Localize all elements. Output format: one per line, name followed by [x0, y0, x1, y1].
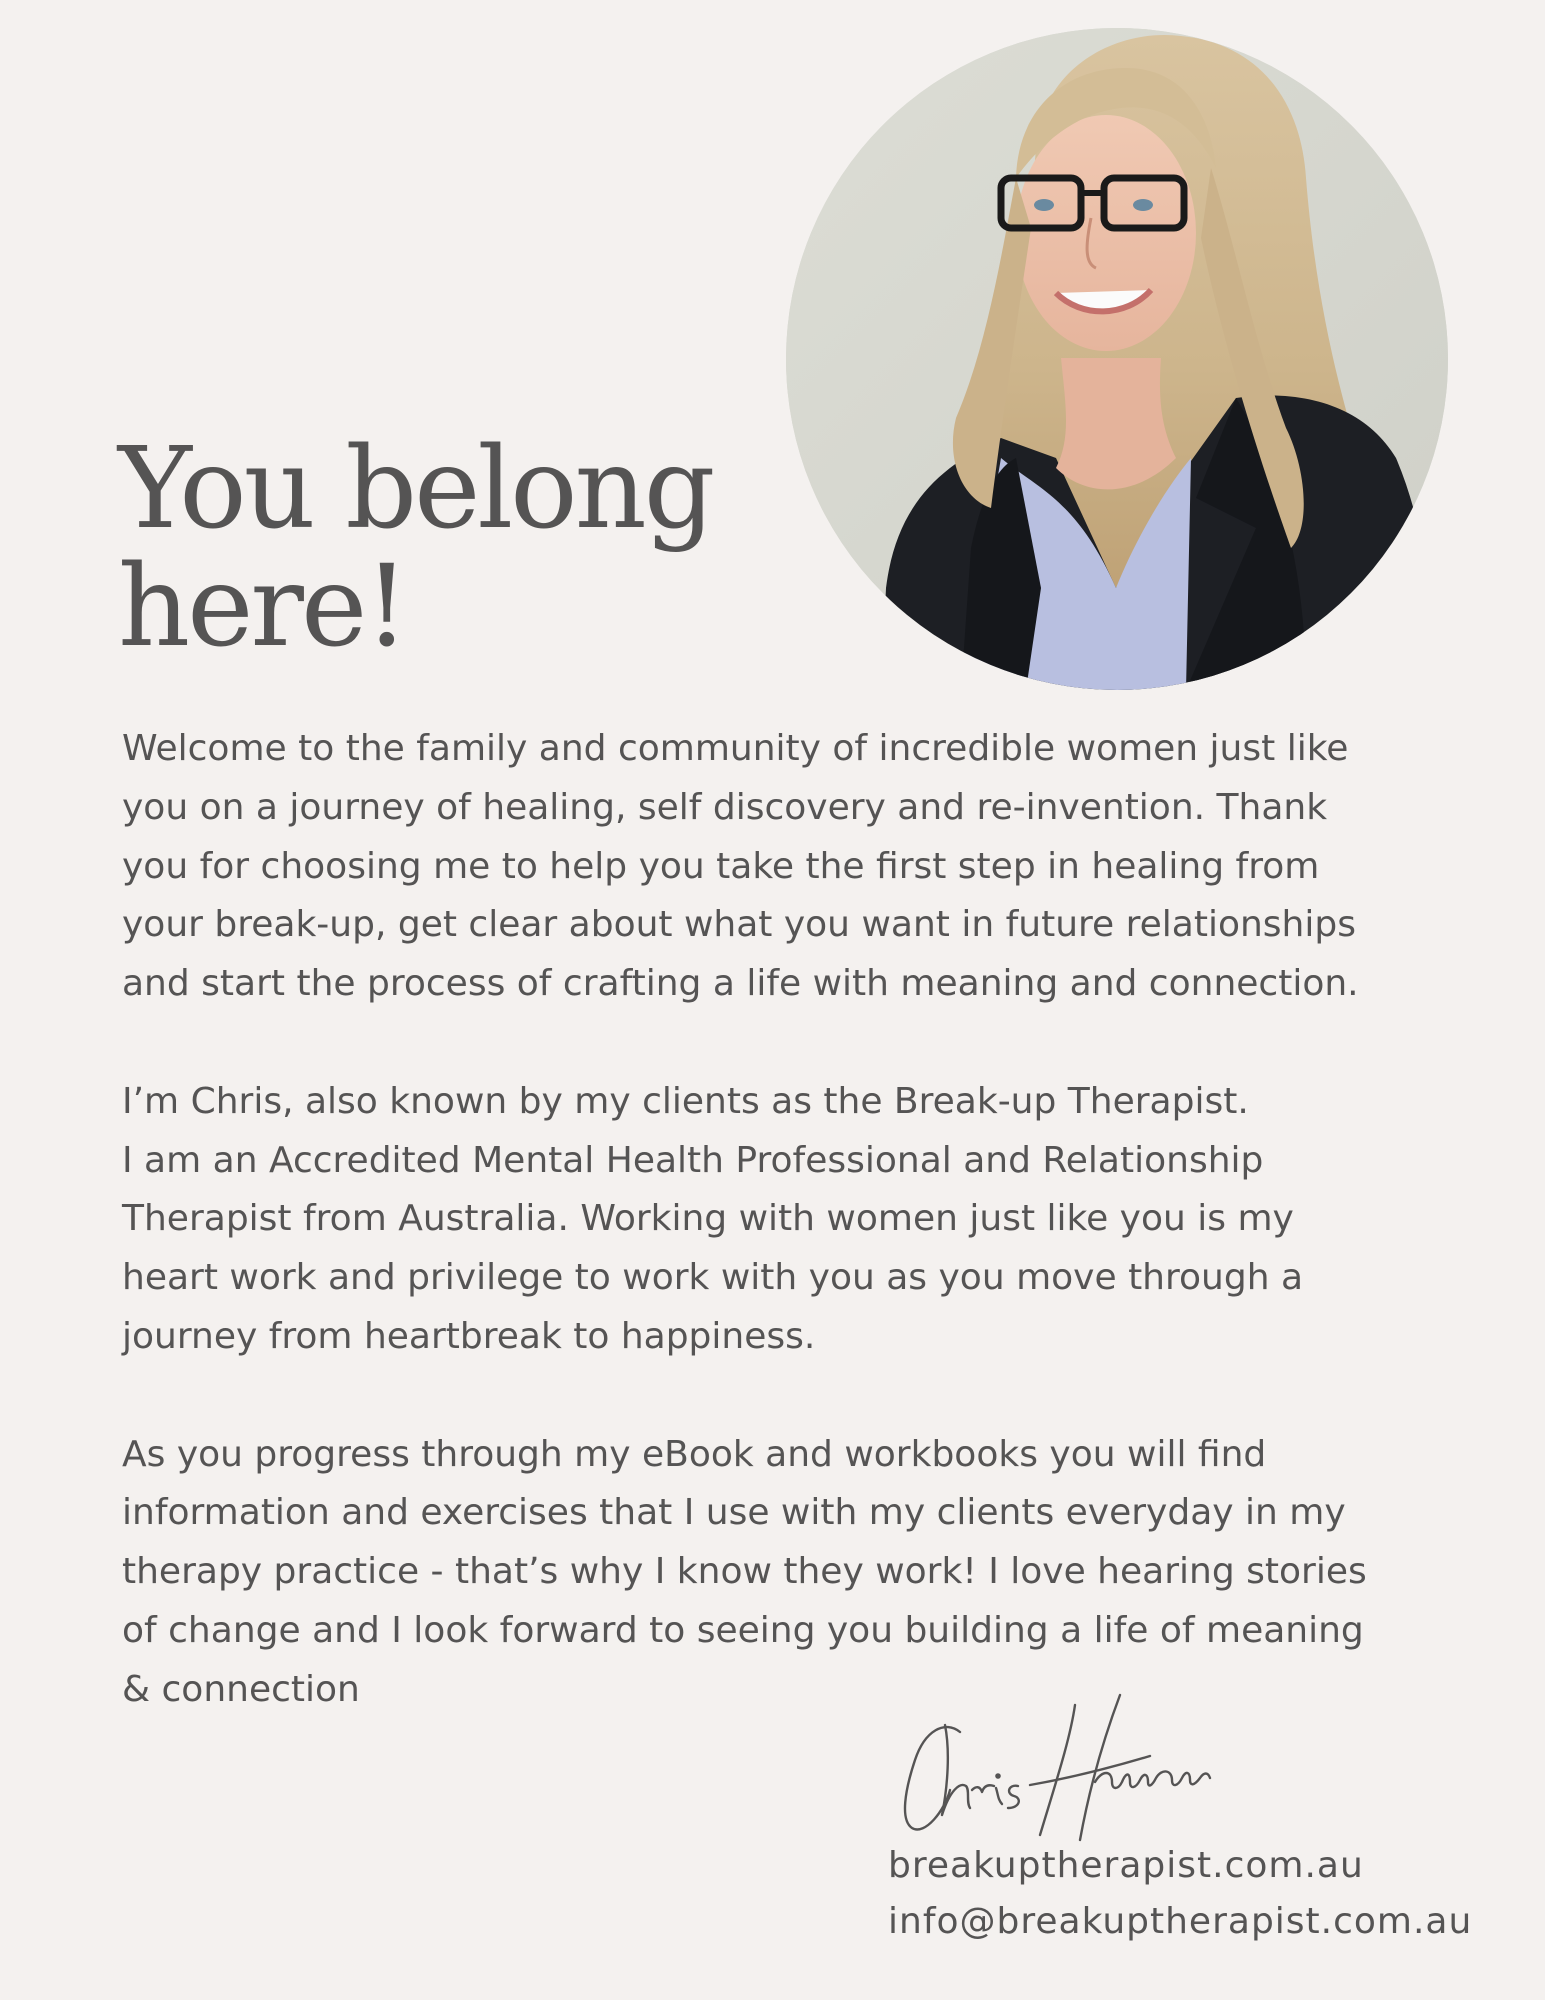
paragraph-line: I’m Chris, also known by my clients as the Break-up Therapist.	[122, 1080, 1249, 1122]
contact-info	[888, 1838, 1472, 1950]
paragraph-line: you for choosing me to help you take the first step in healing from	[122, 845, 1320, 887]
title-line-1: You belong	[118, 424, 713, 554]
page-title	[118, 424, 713, 672]
paragraph-line: information and exercises that I use with my clients everyday in my	[122, 1492, 1346, 1534]
paragraph-line: and start the process of crafting a life with meaning and connection.	[122, 963, 1359, 1005]
email-link[interactable]: info@breakuptherapist.com.au	[888, 1901, 1473, 1942]
paragraph-line: Therapist from Australia. Working with women just like you is my	[122, 1198, 1294, 1240]
paragraph-about	[122, 1073, 1422, 1367]
portrait-illustration	[786, 28, 1448, 690]
paragraph-line: As you progress through my eBook and workbooks you will find	[122, 1433, 1267, 1475]
paragraph-progress	[122, 1426, 1422, 1720]
signature	[890, 1690, 1330, 1850]
paragraph-line: you on a journey of healing, self discovery and re-invention. Thank	[122, 786, 1328, 828]
paragraph-line: therapy practice - that’s why I know they work! I love hearing stories	[122, 1551, 1367, 1593]
website-link[interactable]: breakuptherapist.com.au	[888, 1845, 1364, 1886]
title-line-2: here!	[118, 542, 407, 672]
paragraph-line: your break-up, get clear about what you want in future relationships	[122, 904, 1356, 946]
paragraph-line: of change and I look forward to seeing you building a life of meaning	[122, 1609, 1364, 1651]
paragraph-line: journey from heartbreak to happiness.	[122, 1315, 816, 1357]
paragraph-line: & connection	[122, 1668, 360, 1710]
portrait-photo	[786, 28, 1448, 690]
paragraph-line: Welcome to the family and community of incredible women just like	[122, 728, 1349, 769]
paragraph-welcome	[122, 720, 1422, 1014]
paragraph-line: heart work and privilege to work with you as you move through a	[122, 1257, 1304, 1299]
body-copy	[122, 720, 1422, 1720]
paragraph-line: I am an Accredited Mental Health Professional and Relationship	[122, 1139, 1264, 1181]
